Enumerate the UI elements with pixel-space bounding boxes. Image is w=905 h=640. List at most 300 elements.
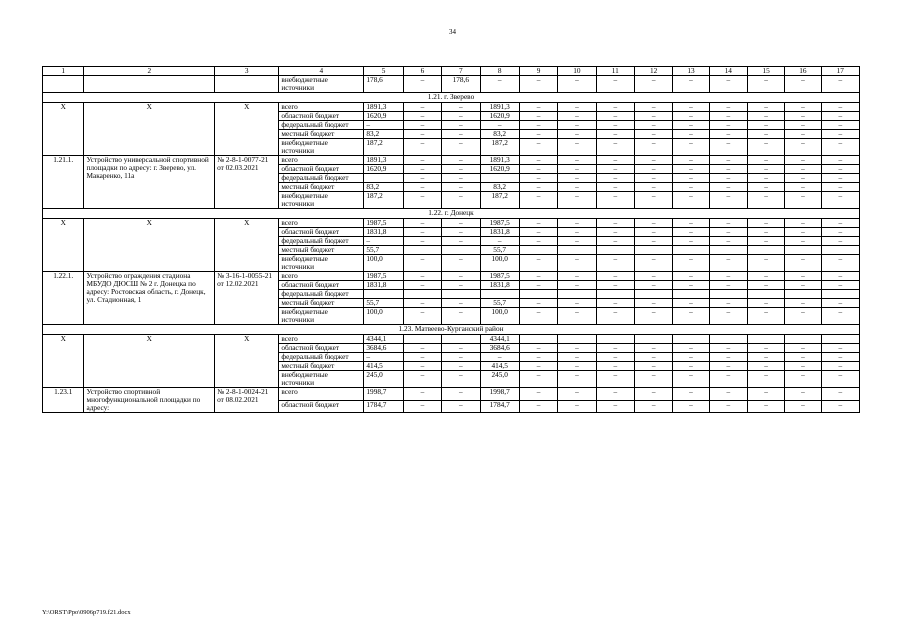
page-number: 34 — [449, 28, 456, 36]
value-cell — [785, 290, 821, 299]
value-cell: 55,7 — [480, 246, 519, 255]
value-cell: 83,2 — [480, 130, 519, 139]
header-cell: 13 — [673, 67, 709, 76]
value-cell: – — [785, 112, 821, 121]
funding-source-cell: областной бюджет — [279, 112, 364, 121]
value-cell: – — [747, 103, 784, 112]
value-cell: – — [403, 139, 441, 156]
value-cell: 1891,3 — [364, 103, 403, 112]
value-cell: – — [519, 400, 557, 413]
value-cell: 178,6 — [364, 76, 403, 93]
value-cell: – — [785, 121, 821, 130]
value-cell — [403, 335, 441, 344]
value-cell: – — [596, 139, 634, 156]
value-cell: – — [821, 76, 859, 93]
section-row — [43, 209, 860, 219]
section-row — [43, 325, 860, 335]
value-cell — [634, 246, 672, 255]
value-cell: – — [442, 272, 480, 281]
value-cell: – — [673, 371, 709, 388]
value-cell: – — [558, 174, 596, 183]
header-cell: 11 — [596, 67, 634, 76]
funding-source-cell: областной бюджет — [279, 165, 364, 174]
value-cell: – — [442, 255, 480, 272]
value-cell — [403, 290, 441, 299]
value-cell: – — [634, 344, 672, 353]
value-cell: – — [596, 281, 634, 290]
value-cell: 4344,1 — [480, 335, 519, 344]
item-name-cell: Х — [84, 103, 215, 156]
table-row — [43, 335, 860, 344]
value-cell: 3684,6 — [480, 344, 519, 353]
value-cell: – — [785, 183, 821, 192]
value-cell: – — [747, 388, 784, 401]
value-cell: 1987,5 — [364, 272, 403, 281]
funding-source-cell: всего — [279, 103, 364, 112]
value-cell: – — [673, 183, 709, 192]
value-cell: – — [519, 103, 557, 112]
value-cell: – — [634, 192, 672, 209]
value-cell: 187,2 — [480, 139, 519, 156]
value-cell: – — [709, 237, 747, 246]
value-cell: – — [673, 165, 709, 174]
value-cell: – — [634, 281, 672, 290]
value-cell — [596, 335, 634, 344]
value-cell: 1831,8 — [364, 228, 403, 237]
value-cell: – — [709, 192, 747, 209]
value-cell: – — [747, 121, 784, 130]
value-cell: – — [673, 353, 709, 362]
header-cell: 6 — [403, 67, 441, 76]
value-cell: 1831,8 — [480, 281, 519, 290]
value-cell: – — [673, 388, 709, 401]
value-cell: – — [519, 272, 557, 281]
value-cell: – — [785, 353, 821, 362]
value-cell: – — [821, 353, 859, 362]
value-cell: – — [709, 308, 747, 325]
value-cell: – — [403, 371, 441, 388]
value-cell: – — [821, 165, 859, 174]
value-cell: – — [634, 299, 672, 308]
value-cell: – — [442, 130, 480, 139]
value-cell: – — [673, 192, 709, 209]
value-cell: 100,0 — [364, 255, 403, 272]
value-cell: 1784,7 — [364, 400, 403, 413]
value-cell: – — [821, 130, 859, 139]
value-cell: – — [709, 139, 747, 156]
value-cell: 83,2 — [480, 183, 519, 192]
value-cell: 187,2 — [364, 139, 403, 156]
value-cell: – — [634, 388, 672, 401]
section-title: 1.22. г. Донецк — [43, 209, 860, 219]
value-cell: 55,7 — [480, 299, 519, 308]
funding-source-cell: всего — [279, 388, 364, 401]
value-cell: – — [403, 76, 441, 93]
value-cell: 187,2 — [364, 192, 403, 209]
value-cell: – — [709, 344, 747, 353]
value-cell: – — [785, 362, 821, 371]
value-cell: – — [442, 156, 480, 165]
value-cell: – — [596, 299, 634, 308]
value-cell: – — [673, 130, 709, 139]
value-cell: – — [596, 237, 634, 246]
value-cell — [673, 246, 709, 255]
value-cell: 1891,3 — [364, 156, 403, 165]
value-cell: – — [709, 183, 747, 192]
value-cell — [747, 335, 784, 344]
value-cell: – — [558, 353, 596, 362]
value-cell: – — [821, 362, 859, 371]
document-ref-cell: Х — [215, 335, 279, 388]
value-cell: – — [821, 112, 859, 121]
value-cell: – — [442, 103, 480, 112]
value-cell — [747, 290, 784, 299]
value-cell: 1987,5 — [480, 272, 519, 281]
value-cell — [709, 246, 747, 255]
document-ref-cell: № 2-8-1-0077-21 от 02.03.2021 — [215, 156, 279, 209]
document-ref-cell: Х — [215, 219, 279, 272]
value-cell — [785, 335, 821, 344]
value-cell: – — [596, 156, 634, 165]
section-row — [43, 93, 860, 103]
value-cell: – — [634, 272, 672, 281]
value-cell: – — [519, 371, 557, 388]
value-cell: – — [821, 121, 859, 130]
item-number-cell: Х — [43, 219, 84, 272]
value-cell: – — [442, 174, 480, 183]
value-cell: – — [709, 281, 747, 290]
value-cell — [673, 290, 709, 299]
value-cell — [709, 290, 747, 299]
value-cell: – — [709, 130, 747, 139]
value-cell: – — [785, 219, 821, 228]
funding-source-cell: местный бюджет — [279, 299, 364, 308]
value-cell: 4344,1 — [364, 335, 403, 344]
value-cell: – — [747, 344, 784, 353]
value-cell: – — [821, 308, 859, 325]
value-cell: 414,5 — [364, 362, 403, 371]
funding-source-cell: всего — [279, 335, 364, 344]
value-cell: – — [785, 299, 821, 308]
document-ref-cell: № 3-16-1-0055-21 от 12.02.2021 — [215, 272, 279, 325]
value-cell: – — [709, 103, 747, 112]
value-cell: 1784,7 — [480, 400, 519, 413]
value-cell: – — [785, 192, 821, 209]
value-cell: – — [403, 308, 441, 325]
value-cell: 55,7 — [364, 299, 403, 308]
value-cell: – — [785, 272, 821, 281]
document-ref-cell — [215, 76, 279, 93]
value-cell: – — [442, 371, 480, 388]
funding-source-cell: федеральный бюджет — [279, 174, 364, 183]
value-cell: – — [673, 272, 709, 281]
value-cell — [785, 246, 821, 255]
value-cell: 1998,7 — [364, 388, 403, 401]
table-row — [43, 388, 860, 401]
value-cell — [364, 290, 403, 299]
value-cell: – — [519, 139, 557, 156]
table-row — [43, 219, 860, 228]
value-cell: – — [596, 219, 634, 228]
value-cell: – — [558, 371, 596, 388]
funding-source-cell: внебюджетные источники — [279, 371, 364, 388]
value-cell: – — [596, 400, 634, 413]
value-cell: 1891,3 — [480, 103, 519, 112]
funding-source-cell: внебюджетные источники — [279, 139, 364, 156]
value-cell: – — [634, 308, 672, 325]
value-cell: – — [403, 103, 441, 112]
value-cell: – — [558, 344, 596, 353]
value-cell: – — [558, 362, 596, 371]
value-cell: – — [709, 112, 747, 121]
funding-source-cell: областной бюджет — [279, 281, 364, 290]
value-cell: – — [673, 344, 709, 353]
value-cell: – — [785, 308, 821, 325]
value-cell: – — [673, 139, 709, 156]
value-cell — [673, 335, 709, 344]
item-name-cell: Х — [84, 335, 215, 388]
value-cell — [442, 335, 480, 344]
table-row — [43, 103, 860, 112]
funding-source-cell: всего — [279, 272, 364, 281]
document-ref-cell: Х — [215, 103, 279, 156]
value-cell: – — [709, 400, 747, 413]
value-cell — [364, 174, 403, 183]
value-cell: – — [821, 219, 859, 228]
value-cell: – — [403, 344, 441, 353]
value-cell: – — [519, 112, 557, 121]
value-cell: – — [634, 371, 672, 388]
header-cell: 9 — [519, 67, 557, 76]
value-cell: – — [519, 255, 557, 272]
value-cell: – — [709, 174, 747, 183]
value-cell: – — [709, 228, 747, 237]
value-cell: – — [821, 183, 859, 192]
value-cell: – — [403, 192, 441, 209]
value-cell: – — [747, 174, 784, 183]
value-cell: – — [403, 281, 441, 290]
value-cell: – — [673, 237, 709, 246]
value-cell: – — [747, 76, 784, 93]
value-cell: 1998,7 — [480, 388, 519, 401]
section-title: 1.21. г. Зверево — [43, 93, 860, 103]
value-cell: – — [519, 281, 557, 290]
header-cell: 5 — [364, 67, 403, 76]
value-cell: – — [403, 400, 441, 413]
value-cell: – — [634, 165, 672, 174]
table-row — [43, 76, 860, 93]
value-cell: – — [480, 76, 519, 93]
funding-source-cell: внебюджетные источники — [279, 192, 364, 209]
value-cell: – — [634, 121, 672, 130]
value-cell: – — [596, 388, 634, 401]
value-cell: – — [558, 308, 596, 325]
value-cell: – — [596, 255, 634, 272]
value-cell: – — [442, 237, 480, 246]
value-cell: – — [634, 112, 672, 121]
value-cell — [558, 246, 596, 255]
value-cell: 83,2 — [364, 183, 403, 192]
value-cell: – — [442, 219, 480, 228]
value-cell: 1620,9 — [364, 112, 403, 121]
value-cell: – — [442, 299, 480, 308]
value-cell: – — [403, 353, 441, 362]
funding-source-cell: внебюджетные источники — [279, 255, 364, 272]
header-cell: 1 — [43, 67, 84, 76]
item-number-cell — [43, 76, 84, 93]
value-cell: – — [709, 255, 747, 272]
value-cell: – — [519, 388, 557, 401]
value-cell: – — [821, 255, 859, 272]
value-cell: – — [442, 165, 480, 174]
item-name-cell — [84, 76, 215, 93]
value-cell: – — [673, 255, 709, 272]
value-cell: – — [442, 362, 480, 371]
header-cell: 4 — [279, 67, 364, 76]
value-cell: 245,0 — [364, 371, 403, 388]
value-cell: – — [596, 192, 634, 209]
value-cell: – — [785, 228, 821, 237]
value-cell: – — [596, 308, 634, 325]
value-cell: 1891,3 — [480, 156, 519, 165]
funding-source-cell: внебюджетные источники — [279, 76, 364, 93]
value-cell: – — [403, 388, 441, 401]
value-cell — [519, 290, 557, 299]
value-cell: – — [747, 228, 784, 237]
value-cell: 83,2 — [364, 130, 403, 139]
value-cell: – — [442, 183, 480, 192]
value-cell: – — [558, 139, 596, 156]
value-cell — [821, 335, 859, 344]
value-cell — [519, 246, 557, 255]
value-cell: – — [442, 308, 480, 325]
value-cell: – — [519, 156, 557, 165]
value-cell: – — [596, 174, 634, 183]
funding-source-cell: федеральный бюджет — [279, 237, 364, 246]
funding-source-cell: областной бюджет — [279, 344, 364, 353]
value-cell: – — [634, 174, 672, 183]
value-cell: – — [673, 362, 709, 371]
value-cell — [634, 290, 672, 299]
value-cell: – — [747, 112, 784, 121]
value-cell: – — [747, 400, 784, 413]
value-cell: – — [596, 228, 634, 237]
value-cell: – — [442, 192, 480, 209]
value-cell: – — [821, 228, 859, 237]
value-cell: – — [403, 299, 441, 308]
value-cell: – — [821, 400, 859, 413]
value-cell: – — [596, 165, 634, 174]
value-cell: – — [442, 228, 480, 237]
value-cell: – — [634, 219, 672, 228]
value-cell: – — [634, 353, 672, 362]
value-cell: – — [519, 362, 557, 371]
value-cell: – — [785, 371, 821, 388]
value-cell: – — [558, 112, 596, 121]
header-cell: 12 — [634, 67, 672, 76]
header-cell: 7 — [442, 67, 480, 76]
value-cell: – — [558, 219, 596, 228]
value-cell: – — [364, 121, 403, 130]
funding-source-cell: федеральный бюджет — [279, 290, 364, 299]
value-cell: – — [747, 362, 784, 371]
value-cell: – — [403, 228, 441, 237]
funding-source-cell: местный бюджет — [279, 130, 364, 139]
value-cell: – — [673, 112, 709, 121]
value-cell: – — [480, 353, 519, 362]
table-row — [43, 156, 860, 165]
value-cell: – — [747, 130, 784, 139]
value-cell: – — [747, 299, 784, 308]
header-cell: 3 — [215, 67, 279, 76]
value-cell: – — [747, 139, 784, 156]
value-cell: – — [519, 228, 557, 237]
value-cell: – — [558, 103, 596, 112]
value-cell: – — [785, 103, 821, 112]
value-cell: – — [558, 255, 596, 272]
value-cell: – — [403, 174, 441, 183]
header-cell: 10 — [558, 67, 596, 76]
value-cell — [519, 335, 557, 344]
value-cell — [558, 290, 596, 299]
value-cell — [596, 290, 634, 299]
value-cell: – — [673, 76, 709, 93]
value-cell: – — [634, 237, 672, 246]
value-cell: – — [596, 130, 634, 139]
value-cell — [634, 335, 672, 344]
value-cell: – — [596, 371, 634, 388]
value-cell: – — [634, 156, 672, 165]
value-cell: – — [747, 192, 784, 209]
value-cell: – — [558, 130, 596, 139]
value-cell: – — [634, 103, 672, 112]
value-cell: – — [596, 362, 634, 371]
value-cell: – — [821, 103, 859, 112]
value-cell: – — [747, 308, 784, 325]
value-cell: – — [821, 156, 859, 165]
header-cell: 8 — [480, 67, 519, 76]
value-cell: – — [821, 371, 859, 388]
value-cell: – — [785, 255, 821, 272]
value-cell: – — [673, 281, 709, 290]
value-cell: – — [747, 219, 784, 228]
value-cell: – — [709, 156, 747, 165]
value-cell: – — [709, 272, 747, 281]
value-cell: – — [673, 156, 709, 165]
value-cell: 1620,9 — [364, 165, 403, 174]
value-cell: – — [821, 139, 859, 156]
value-cell — [442, 290, 480, 299]
value-cell: – — [673, 228, 709, 237]
value-cell: – — [785, 281, 821, 290]
value-cell: – — [403, 255, 441, 272]
value-cell — [821, 290, 859, 299]
value-cell: – — [558, 192, 596, 209]
value-cell: – — [673, 308, 709, 325]
file-path-footer: Y:\ORST\Ppo\0906p719.f21.docx — [42, 609, 131, 616]
value-cell: – — [747, 255, 784, 272]
value-cell: – — [442, 112, 480, 121]
value-cell — [480, 174, 519, 183]
value-cell: – — [442, 344, 480, 353]
value-cell: 245,0 — [480, 371, 519, 388]
value-cell: 1831,8 — [480, 228, 519, 237]
value-cell: – — [596, 272, 634, 281]
item-name-cell: Устройство ограждения стадиона МБУДО ДЮСШ № 2 г. Донецка по адресу: Ростовская область, г. Донецк, ул. Стадионная, 1 — [84, 272, 215, 325]
table-row — [43, 272, 860, 281]
value-cell: 1987,5 — [364, 219, 403, 228]
value-cell: – — [747, 165, 784, 174]
